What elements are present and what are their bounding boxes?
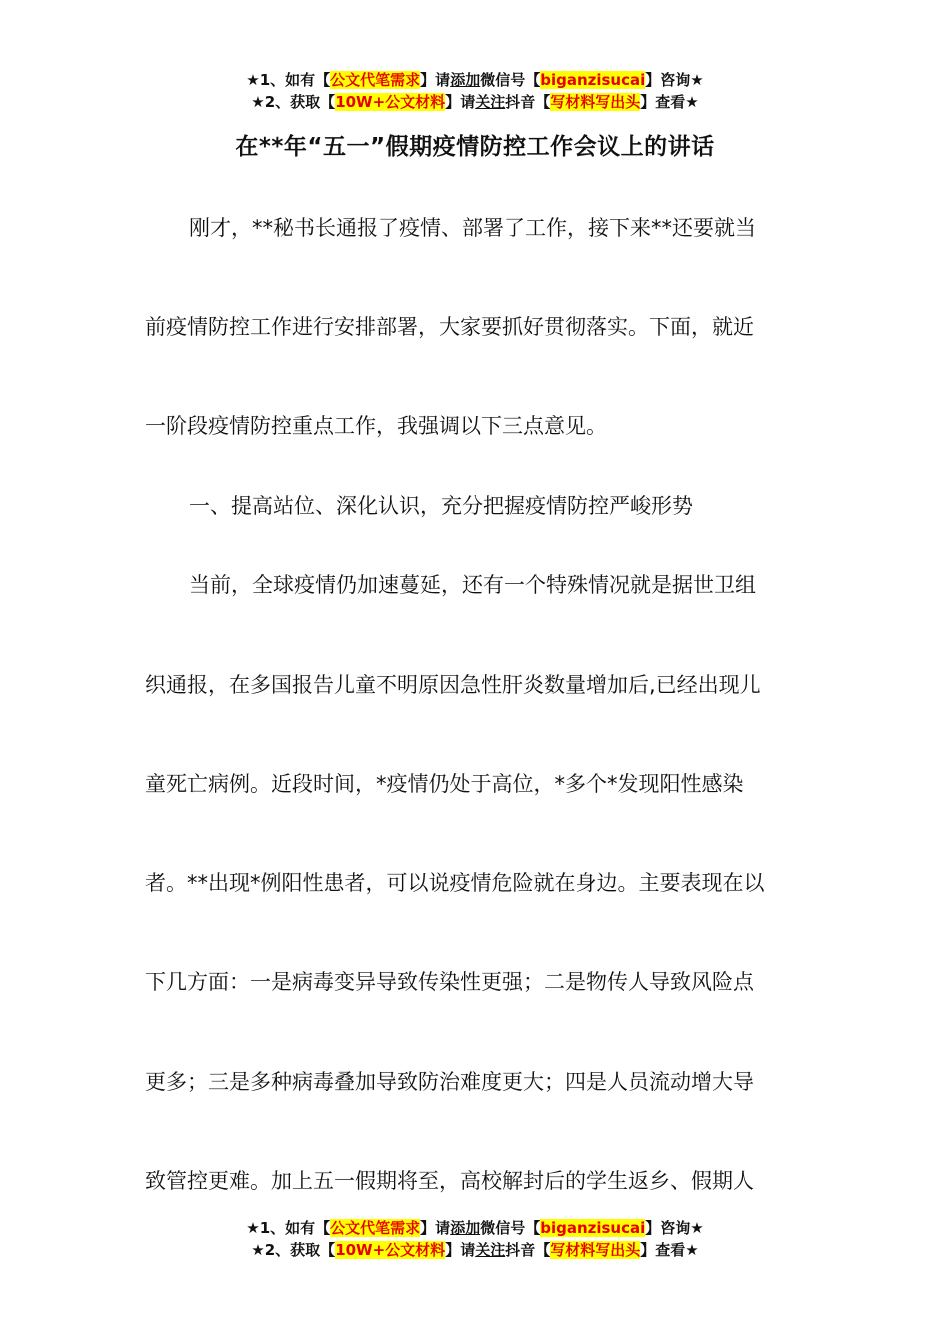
- body-line: 一阶段疫情防控重点工作，我强调以下三点意见。: [145, 414, 607, 438]
- body-line: 者。**出现*例阳性患者，可以说疫情危险就在身边。主要表现在以: [145, 871, 765, 895]
- banner-line-2: ★2、获取【10W+公文材料】请关注抖音【写材料写出头】查看★: [251, 1241, 699, 1259]
- highlight-materials: 10W+公文材料: [335, 1241, 446, 1259]
- body-line: 致管控更难。加上五一假期将至，高校解封后的学生返乡、假期人: [145, 1169, 754, 1193]
- body-line: 童死亡病例。近段时间，*疫情仍处于高位，*多个*发现阳性感染: [145, 772, 744, 796]
- star-icon: ★: [246, 1219, 260, 1237]
- body-line: 刚才，**秘书长通报了疫情、部署了工作，接下来**还要就当: [189, 216, 756, 240]
- highlight-wechat-id: biganzisucai: [540, 1219, 646, 1237]
- highlight-douyin-id: 写材料写出头: [550, 1241, 641, 1259]
- body-line: 下几方面：一是病毒变异导致传染性更强；二是物传人导致风险点: [145, 970, 754, 994]
- section-heading: 一、提高站位、深化认识，充分把握疫情防控严峻形势: [189, 494, 693, 518]
- underlined-action: 添加: [450, 71, 481, 89]
- footer-banner: [0, 1217, 950, 1261]
- body-line: 前疫情防控工作进行安排部署，大家要抓好贯彻落实。下面，就近: [145, 315, 754, 339]
- header-banner: [0, 69, 950, 113]
- body-line: 更多；三是多种病毒叠加导致防治难度更大；四是人员流动增大导: [145, 1070, 754, 1094]
- banner-line-2: ★2、获取【10W+公文材料】请关注抖音【写材料写出头】查看★: [251, 93, 699, 111]
- banner-line-1: ★1、如有【公文代笔需求】请添加微信号【biganzisucai】咨询★: [246, 71, 704, 89]
- underlined-action: 关注: [475, 93, 506, 111]
- highlight-materials: 10W+公文材料: [335, 93, 446, 111]
- highlight-service: 公文代笔需求: [330, 71, 421, 89]
- star-icon: ★: [251, 1241, 265, 1259]
- body-line: 织通报，在多国报告儿童不明原因急性肝炎数量增加后,已经出现儿: [145, 673, 761, 697]
- highlight-service: 公文代笔需求: [330, 1219, 421, 1237]
- star-icon: ★: [251, 93, 265, 111]
- highlight-wechat-id: biganzisucai: [540, 71, 646, 89]
- body-line: 当前，全球疫情仍加速蔓延，还有一个特殊情况就是据世卫组: [189, 573, 756, 597]
- underlined-action: 添加: [450, 1219, 481, 1237]
- underlined-action: 关注: [475, 1241, 506, 1259]
- document-title: 在**年“五一”假期疫情防控工作会议上的讲话: [235, 134, 715, 160]
- banner-line-1: ★1、如有【公文代笔需求】请添加微信号【biganzisucai】咨询★: [246, 1219, 704, 1237]
- star-icon: ★: [246, 71, 260, 89]
- highlight-douyin-id: 写材料写出头: [550, 93, 641, 111]
